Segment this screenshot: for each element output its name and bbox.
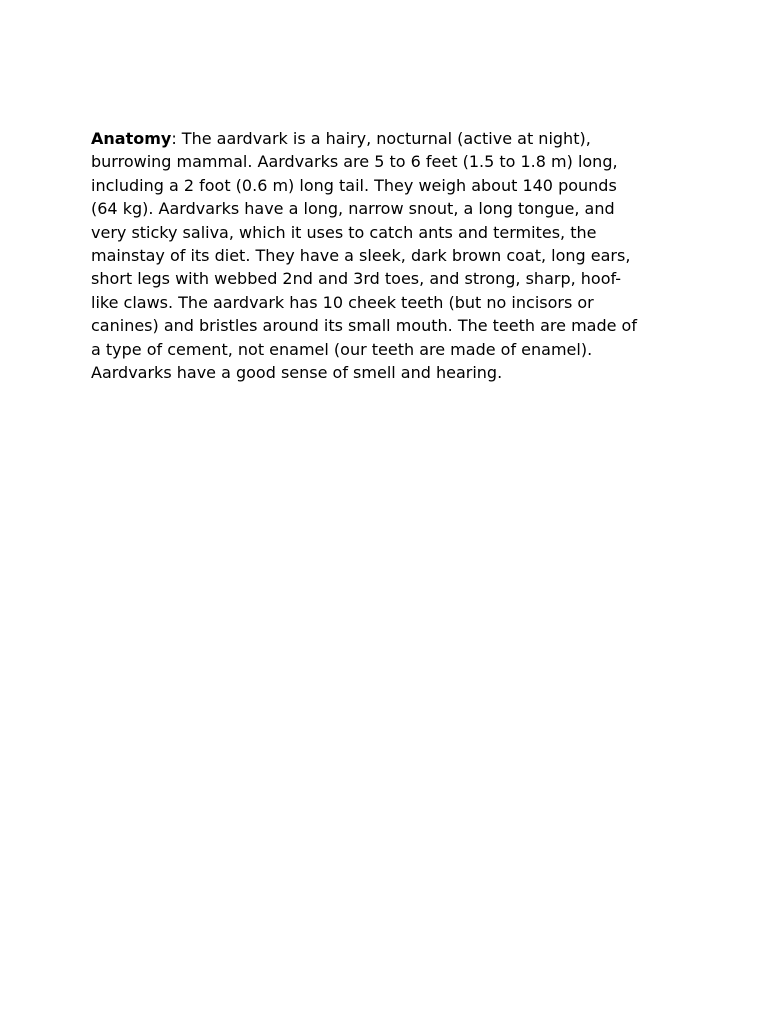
paragraph-line: The aardvark is a hairy, nocturnal (active at night), bbox=[176, 129, 591, 148]
paragraph-line: very sticky saliva, which it uses to catch ants and termites, the bbox=[91, 222, 597, 242]
paragraph-line: a type of cement, not enamel (our teeth are made of enamel). bbox=[91, 339, 593, 359]
section-heading: Anatomy bbox=[91, 129, 172, 148]
paragraph-line: mainstay of its diet. They have a sleek, dark brown coat, long ears, bbox=[91, 246, 631, 266]
heading-separator: : bbox=[171, 129, 177, 148]
paragraph-line: burrowing mammal. Aardvarks are 5 to 6 feet (1.5 to 1.8 m) long, bbox=[91, 152, 618, 172]
paragraph-line: (64 kg). Aardvarks have a long, narrow snout, a long tongue, and bbox=[91, 199, 615, 219]
paragraph-line: Aardvarks have a good sense of smell and hearing. bbox=[91, 363, 503, 383]
anatomy-paragraph bbox=[91, 127, 675, 384]
paragraph-line: short legs with webbed 2nd and 3rd toes, and strong, sharp, hoof- bbox=[91, 269, 622, 289]
paragraph-line: including a 2 foot (0.6 m) long tail. They weigh about 140 pounds bbox=[91, 175, 617, 195]
paragraph-line: canines) and bristles around its small mouth. The teeth are made of bbox=[91, 316, 637, 336]
paragraph-line: like claws. The aardvark has 10 cheek teeth (but no incisors or bbox=[91, 292, 594, 312]
